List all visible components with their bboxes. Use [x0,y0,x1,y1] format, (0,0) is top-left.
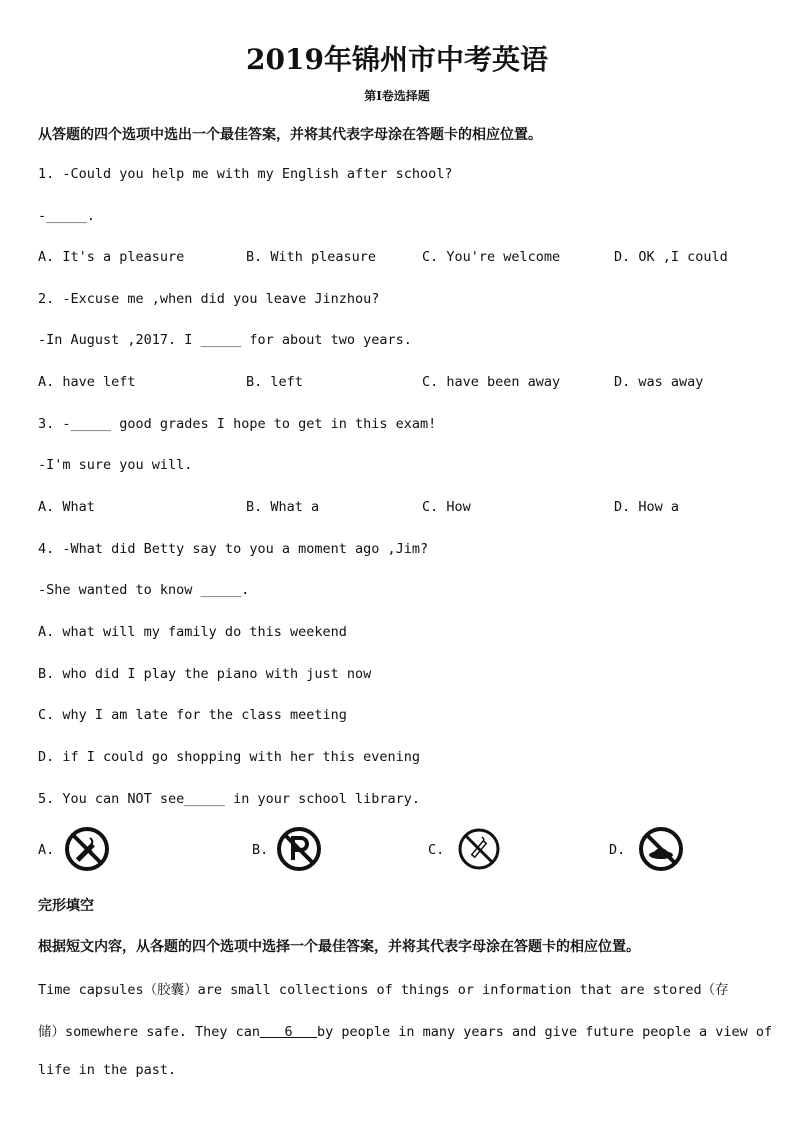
question-4-option-c: C. why I am late for the class meeting [38,707,347,723]
question-4-option-a: A. what will my family do this weekend [38,624,347,640]
question-1-option-c: C. You're welcome [422,249,561,265]
no-parking-sign-icon [276,826,322,872]
page-subtitle: 第Ⅰ卷选择题 [364,89,430,103]
section2-heading: 完形填空 [38,898,94,914]
question-2: 2. -Excuse me ,when did you leave Jinzhou? [38,291,380,307]
question-5-option-a: A. [38,842,55,858]
question-5-option-b: B. [252,842,269,858]
section1-instruction: 从答题的四个选项中选出一个最佳答案，并将其代表字母涂在答题卡的相应位置。 [38,127,542,143]
question-2-option-c: C. have been away [422,374,561,390]
question-5-option-c: C. [428,842,445,858]
question-2-option-d: D. was away [614,374,704,390]
question-4-option-d: D. if I could go shopping with her this evening [38,749,421,765]
question-4: 4. -What did Betty say to you a moment ago ,Jim? [38,541,429,557]
passage-line-3: life in the past. [38,1062,177,1078]
question-1-option-a: A. It's a pleasure [38,249,185,265]
question-1: 1. -Could you help me with my English after school? [38,166,453,182]
question-3-option-b: B. What a [246,499,320,515]
no-smoking-alt-sign-icon [456,826,502,872]
question-1-option-d: D. OK ,I could [614,249,728,265]
blank-6: 6 [260,1024,317,1040]
question-3-option-d: D. How a [614,499,680,515]
page-title: 2019年锦州市中考英语 [246,43,548,76]
question-3-option-a: A. What [38,499,95,515]
question-4-reply: -She wanted to know _____. [38,582,250,598]
question-3-reply: -I'm sure you will. [38,457,193,473]
question-5-option-d: D. [609,842,626,858]
passage-line-2 [38,1020,773,1040]
no-smoking-sign-icon [64,826,110,872]
passage-line-1: Time capsules（胶囊）are small collections of things or information that are stored（存 [38,982,729,998]
question-4-option-b: B. who did I play the piano with just now [38,666,372,682]
question-1-option-b: B. With pleasure [246,249,377,265]
passage-line-2-start: 储）somewhere safe. They can [38,1024,261,1040]
question-5: 5. You can NOT see_____ in your school library. [38,791,421,807]
question-2-option-a: A. have left [38,374,136,390]
question-3-option-c: C. How [422,499,471,515]
question-2-reply: -In August ,2017. I _____ for about two years. [38,332,412,348]
no-food-sign-icon [638,826,684,872]
section2-instruction: 根据短文内容，从各题的四个选项中选择一个最佳答案，并将其代表字母涂在答题卡的相应位置。 [38,939,640,955]
question-3: 3. -_____ good grades I hope to get in this exam! [38,416,437,432]
passage-line-2-end: by people in many years and give future people a view of [316,1024,773,1040]
question-1-reply: -_____. [38,208,95,224]
question-2-option-b: B. left [246,374,303,390]
